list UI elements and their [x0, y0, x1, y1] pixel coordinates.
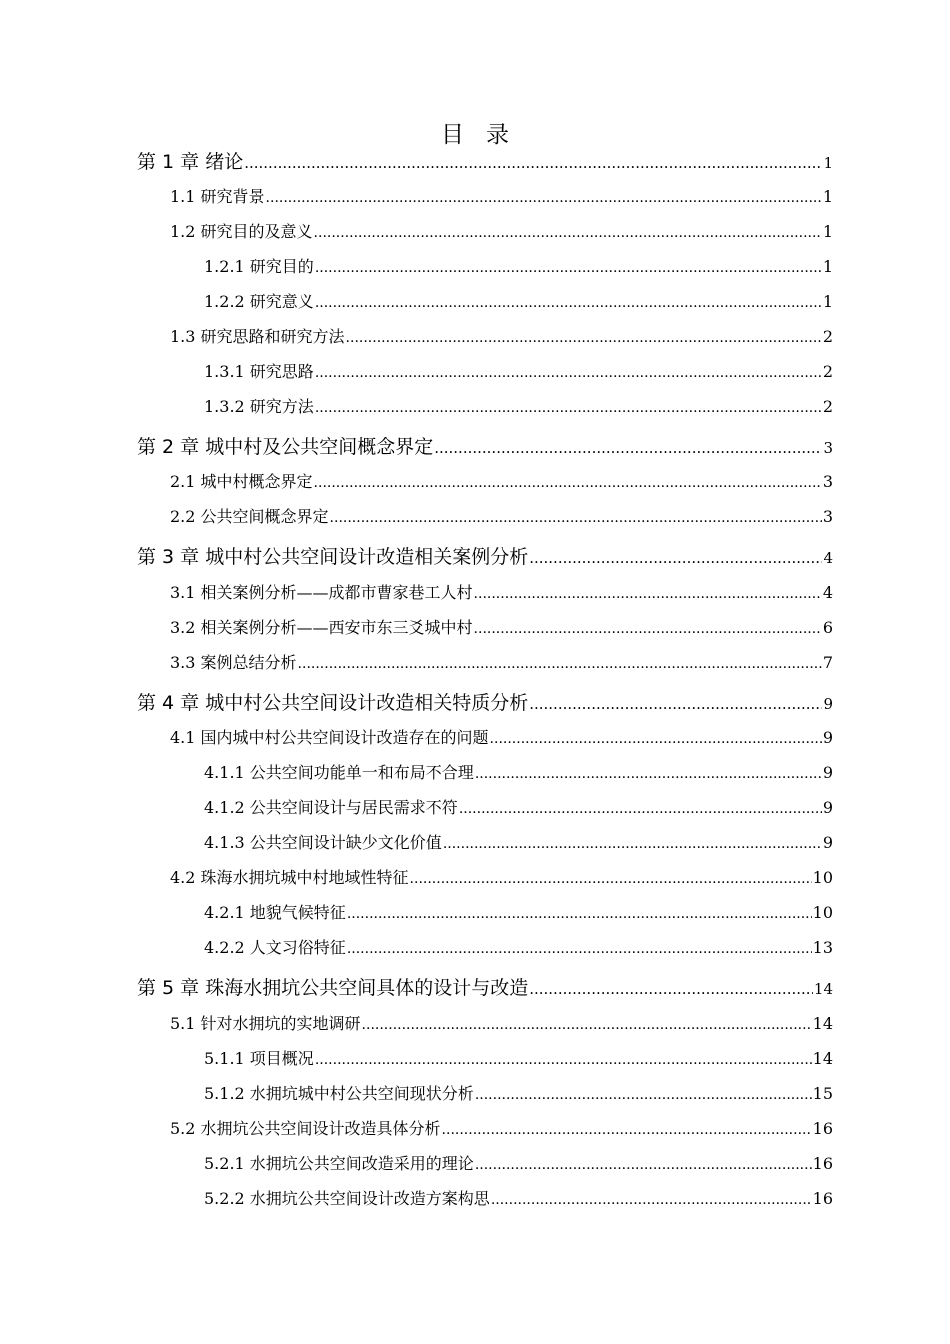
toc-entry-label: 5.1.1 项目概况 — [204, 1049, 314, 1068]
toc-page-number: 14 — [812, 1014, 833, 1033]
toc-page-number: 14 — [813, 980, 833, 998]
dot-leader — [347, 941, 812, 957]
toc-page-number: 9 — [822, 833, 833, 852]
toc-page-number: 4 — [823, 549, 833, 567]
dot-leader — [315, 260, 822, 276]
toc-page-number: 14 — [812, 1049, 833, 1068]
toc-entry-label: 4.2.2 人文习俗特征 — [204, 938, 346, 957]
toc-section-entry[interactable] — [170, 615, 833, 638]
toc-entry-label: 2.1 城中村概念界定 — [170, 472, 313, 491]
toc-entry-label: 4.2.1 地貌气候特征 — [204, 903, 346, 922]
page-title: 目录 — [441, 122, 531, 148]
toc-section-entry[interactable] — [170, 1116, 833, 1139]
toc-entry-label: 1.3.2 研究方法 — [204, 397, 314, 416]
toc-section-entry[interactable] — [170, 865, 833, 888]
dot-leader — [314, 475, 822, 491]
dot-leader — [315, 365, 822, 381]
dot-leader — [314, 225, 822, 241]
toc-entry-label: 1.3.1 研究思路 — [204, 362, 314, 381]
toc-page-number: 4 — [822, 583, 833, 602]
toc-entry-label: 3.2 相关案例分析——西安市东三爻城中村 — [170, 618, 473, 637]
dot-leader — [315, 1052, 812, 1068]
dot-leader — [347, 906, 812, 922]
dot-leader — [315, 295, 822, 311]
toc-entry-label: 第 4 章 城中村公共空间设计改造相关特质分析 — [137, 692, 529, 714]
dot-leader — [529, 695, 822, 713]
dot-leader — [529, 980, 813, 998]
dot-leader — [475, 766, 822, 782]
toc-page-number: 10 — [812, 903, 833, 922]
toc-page-number: 15 — [812, 1084, 833, 1103]
toc-section-entry[interactable] — [204, 254, 833, 277]
toc-section-entry[interactable] — [204, 760, 833, 783]
toc-page-number: 3 — [823, 439, 833, 457]
toc-page-number: 9 — [822, 728, 833, 747]
toc-section-entry[interactable] — [170, 184, 833, 207]
toc-page-number: 2 — [822, 327, 833, 346]
dot-leader — [442, 1122, 812, 1138]
toc-entry-label: 4.1.3 公共空间设计缺少文化价值 — [204, 833, 442, 852]
toc-entry-label: 4.2 珠海水拥坑城中村地域性特征 — [170, 868, 409, 887]
toc-section-entry[interactable] — [204, 289, 833, 312]
toc-section-entry[interactable] — [170, 219, 833, 242]
toc-section-entry[interactable] — [170, 469, 833, 492]
toc-chapter-entry[interactable] — [137, 542, 833, 569]
toc-page-number: 1 — [823, 154, 833, 172]
toc-entry-label: 5.2.2 水拥坑公共空间设计改造方案构思 — [204, 1189, 490, 1208]
toc-section-entry[interactable] — [204, 900, 833, 923]
toc-chapter-entry[interactable] — [137, 973, 833, 1000]
toc-entry-label: 1.2 研究目的及意义 — [170, 222, 313, 241]
toc-section-entry[interactable] — [170, 580, 833, 603]
toc-section-entry[interactable] — [170, 650, 833, 673]
toc-entry-label: 5.1 针对水拥坑的实地调研 — [170, 1014, 361, 1033]
toc-entry-label: 1.2.1 研究目的 — [204, 257, 314, 276]
toc-section-entry[interactable] — [170, 1011, 833, 1034]
dot-leader — [244, 154, 822, 172]
dot-leader — [459, 801, 822, 817]
toc-entry-label: 2.2 公共空间概念界定 — [170, 507, 329, 526]
toc-section-entry[interactable] — [204, 1186, 833, 1209]
toc-page-number: 9 — [822, 763, 833, 782]
toc-chapter-entry[interactable] — [137, 432, 833, 459]
toc-page-number: 16 — [812, 1119, 833, 1138]
toc-section-entry[interactable] — [170, 324, 833, 347]
toc-section-entry[interactable] — [204, 795, 833, 818]
toc-section-entry[interactable] — [170, 504, 833, 527]
dot-leader — [266, 190, 822, 206]
toc-page-number: 3 — [822, 507, 833, 526]
toc-entry-label: 3.3 案例总结分析 — [170, 653, 297, 672]
dot-leader — [491, 1192, 812, 1208]
toc-page-number: 6 — [822, 618, 833, 637]
toc-chapter-entry[interactable] — [137, 688, 833, 715]
toc-section-entry[interactable] — [204, 359, 833, 382]
dot-leader — [362, 1017, 812, 1033]
toc-section-entry[interactable] — [204, 1046, 833, 1069]
toc-page-number: 10 — [812, 868, 833, 887]
toc-page-number: 2 — [822, 397, 833, 416]
dot-leader — [434, 439, 822, 457]
toc-entry-label: 4.1.2 公共空间设计与居民需求不符 — [204, 798, 458, 817]
toc-page-number: 1 — [822, 222, 833, 241]
toc-entry-label: 1.1 研究背景 — [170, 187, 265, 206]
toc-entry-label: 第 3 章 城中村公共空间设计改造相关案例分析 — [137, 546, 529, 568]
toc-page-number: 3 — [822, 472, 833, 491]
toc-entry-label: 4.1.1 公共空间功能单一和布局不合理 — [204, 763, 474, 782]
toc-entry-label: 4.1 国内城中村公共空间设计改造存在的问题 — [170, 728, 489, 747]
toc-entry-label: 5.1.2 水拥坑城中村公共空间现状分析 — [204, 1084, 474, 1103]
toc-entry-label: 5.2 水拥坑公共空间设计改造具体分析 — [170, 1119, 441, 1138]
toc-page-number: 1 — [822, 187, 833, 206]
toc-entry-label: 3.1 相关案例分析——成都市曹家巷工人村 — [170, 583, 473, 602]
dot-leader — [529, 549, 822, 567]
dot-leader — [474, 586, 822, 602]
dot-leader — [298, 656, 822, 672]
toc-page-number: 2 — [822, 362, 833, 381]
toc-section-entry[interactable] — [204, 830, 833, 853]
toc-section-entry[interactable] — [170, 725, 833, 748]
toc-page-number: 1 — [822, 292, 833, 311]
toc-chapter-entry[interactable] — [137, 147, 833, 174]
toc-section-entry[interactable] — [204, 1081, 833, 1104]
toc-page-number: 1 — [822, 257, 833, 276]
toc-page-number: 16 — [812, 1189, 833, 1208]
dot-leader — [443, 836, 822, 852]
dot-leader — [475, 1157, 812, 1173]
toc-section-entry[interactable] — [204, 1151, 833, 1174]
toc-entry-label: 5.2.1 水拥坑公共空间改造采用的理论 — [204, 1154, 474, 1173]
dot-leader — [490, 731, 822, 747]
toc-page-number: 9 — [822, 798, 833, 817]
toc-entry-label: 第 2 章 城中村及公共空间概念界定 — [137, 436, 434, 458]
toc-page-number: 16 — [812, 1154, 833, 1173]
toc-entry-label: 第 5 章 珠海水拥坑公共空间具体的设计与改造 — [137, 977, 529, 999]
toc-entry-label: 1.3 研究思路和研究方法 — [170, 327, 345, 346]
toc-page-number: 9 — [823, 695, 833, 713]
toc-page-number: 7 — [822, 653, 833, 672]
dot-leader — [474, 621, 822, 637]
toc-entry-label: 第 1 章 绪论 — [137, 151, 244, 173]
toc-section-entry[interactable] — [204, 935, 833, 958]
toc-page-number: 13 — [812, 938, 833, 957]
dot-leader — [315, 400, 822, 416]
toc-entry-label: 1.2.2 研究意义 — [204, 292, 314, 311]
dot-leader — [346, 330, 822, 346]
dot-leader — [330, 510, 822, 526]
toc-section-entry[interactable] — [204, 394, 833, 417]
dot-leader — [410, 871, 812, 887]
dot-leader — [475, 1087, 812, 1103]
